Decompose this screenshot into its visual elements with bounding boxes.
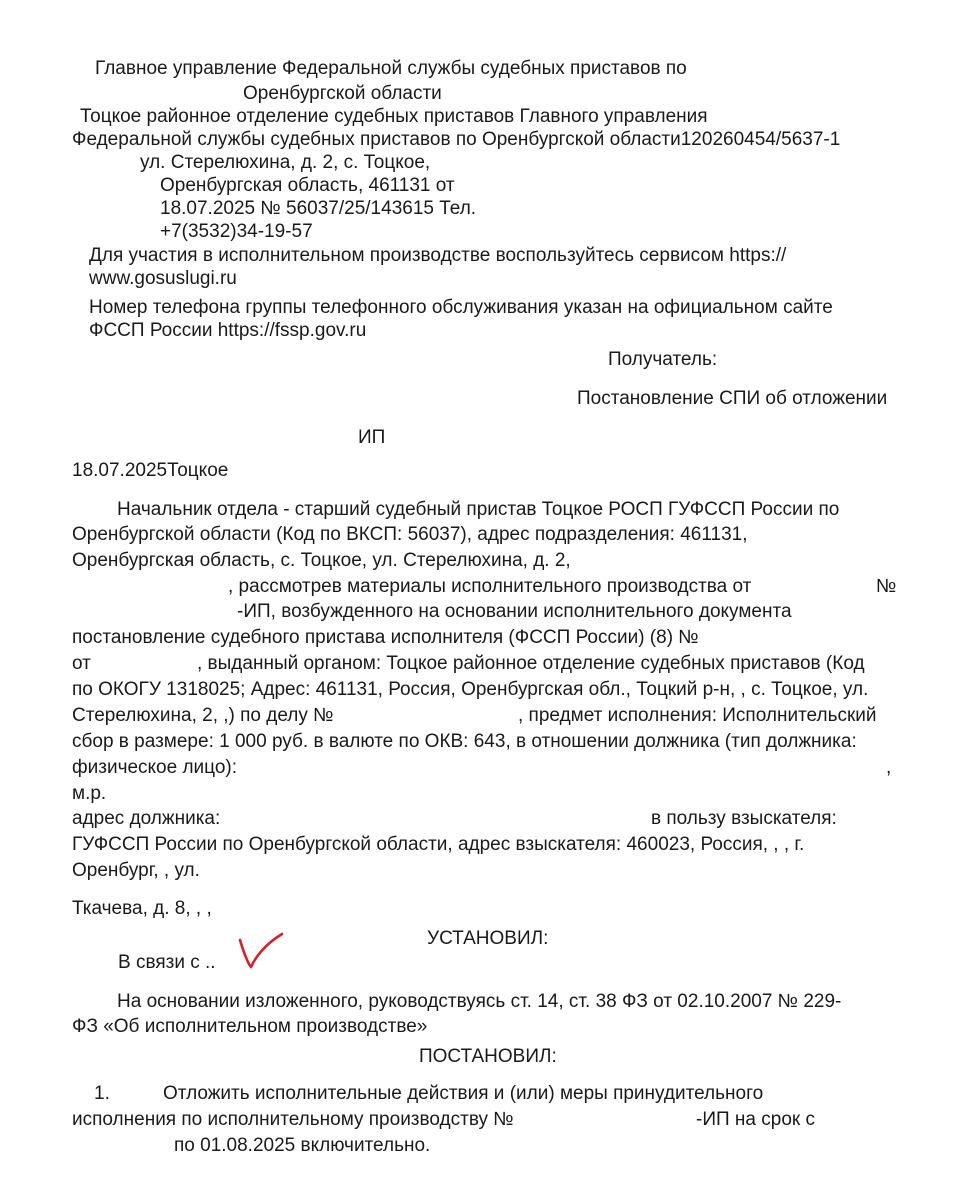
header-line-8: +7(3532)34-19-57 — [160, 221, 313, 242]
body-line-10: сбор в размере: 1 000 руб. в валюте по ОКВ: 643, в отношении должника (тип должника: — [72, 731, 857, 752]
body-line-7b: , выданный органом: Тоцкое районное отделение судебных приставов (Код — [197, 653, 865, 674]
body-line-9b: , предмет исполнения: Исполнительский — [518, 705, 877, 726]
body-line-8: по ОКОГУ 1318025; Адрес: 461131, Россия, Оренбургская обл., Тоцкий р-н, , с. Тоцкое, ул. — [72, 679, 869, 700]
document-title-line-1: Постановление СПИ об отложении — [577, 388, 888, 409]
document-title-line-2: ИП — [358, 427, 386, 448]
basis-line-2: ФЗ «Об исполнительном производстве» — [72, 1016, 428, 1037]
body-line-9a: Стерелюхина, 2, ,) по делу № — [72, 705, 334, 726]
date-place: 18.07.2025Тоцкое — [72, 460, 229, 481]
phone-note-1: Номер телефона группы телефонного обслуживания указан на официальном сайте — [89, 297, 833, 318]
body-line-11a: физическое лицо): — [72, 757, 238, 778]
body-line-5: -ИП, возбужденного на основании исполнительного документа — [237, 601, 792, 622]
body-line-11b: , — [886, 757, 892, 778]
header-line-3: Тоцкое районное отделение судебных приставов Главного управления — [80, 106, 708, 127]
established-text: В связи с .. — [118, 952, 216, 973]
body-line-6: постановление судебного пристава исполнителя (ФССП России) (8) № — [72, 627, 699, 648]
body-line-14: ГУФССП России по Оренбургской области, адрес взыскателя: 460023, Россия, , , г. — [72, 834, 805, 855]
body-line-13a: адрес должника: — [72, 808, 221, 829]
resolved-heading: ПОСТАНОВИЛ: — [419, 1046, 557, 1067]
recipient-label: Получатель: — [608, 349, 718, 370]
handwritten-checkmark-icon — [236, 930, 286, 972]
item-1-line-2a: исполнения по исполнительному производству № — [72, 1109, 514, 1130]
gosuslugi-note-2: www.gosuslugi.ru — [89, 268, 237, 289]
established-heading: УСТАНОВИЛ: — [427, 928, 549, 949]
item-1-line-3: по 01.08.2025 включительно. — [174, 1135, 431, 1156]
phone-note-2: ФССП России https://fssp.gov.ru — [89, 320, 367, 341]
header-line-2: Оренбургской области — [243, 83, 442, 104]
item-1-number: 1. — [94, 1083, 110, 1104]
item-1-line-2b: -ИП на срок с — [696, 1109, 815, 1130]
basis-line-1: На основании изложенного, руководствуясь ст. 14, ст. 38 ФЗ от 02.10.2007 № 229- — [117, 991, 842, 1012]
header-line-4: Федеральной службы судебных приставов по Оренбургской области120260454/5637-1 — [72, 129, 841, 150]
body-line-16: Ткачева, д. 8, , , — [72, 898, 212, 919]
body-line-15: Оренбург, , ул. — [72, 860, 200, 881]
header-line-6: Оренбургская область, 461131 от — [160, 175, 455, 196]
header-line-1: Главное управление Федеральной службы судебных приставов по — [95, 58, 687, 79]
body-line-4a: , рассмотрев материалы исполнительного производства от — [228, 576, 752, 597]
header-line-7: 18.07.2025 № 56037/25/143615 Тел. — [160, 198, 477, 219]
header-line-5: ул. Стерелюхина, д. 2, с. Тоцкое, — [140, 152, 431, 173]
body-line-2: Оренбургской области (Код по ВКСП: 56037), адрес подразделения: 461131, — [72, 524, 748, 545]
body-line-13b: в пользу взыскателя: — [651, 808, 837, 829]
body-line-1: Начальник отдела - старший судебный пристав Тоцкое РОСП ГУФССП России по — [117, 499, 840, 520]
gosuslugi-note-1: Для участия в исполнительном производстве воспользуйтесь сервисом https:// — [89, 245, 787, 266]
body-line-12: м.р. — [72, 783, 107, 804]
item-1-line-1: Отложить исполнительные действия и (или) меры принудительного — [163, 1083, 764, 1104]
body-line-7a: от — [72, 653, 91, 674]
body-line-4b: № — [876, 576, 897, 597]
body-line-3: Оренбургская область, с. Тоцкое, ул. Стерелюхина, д. 2, — [72, 550, 571, 571]
